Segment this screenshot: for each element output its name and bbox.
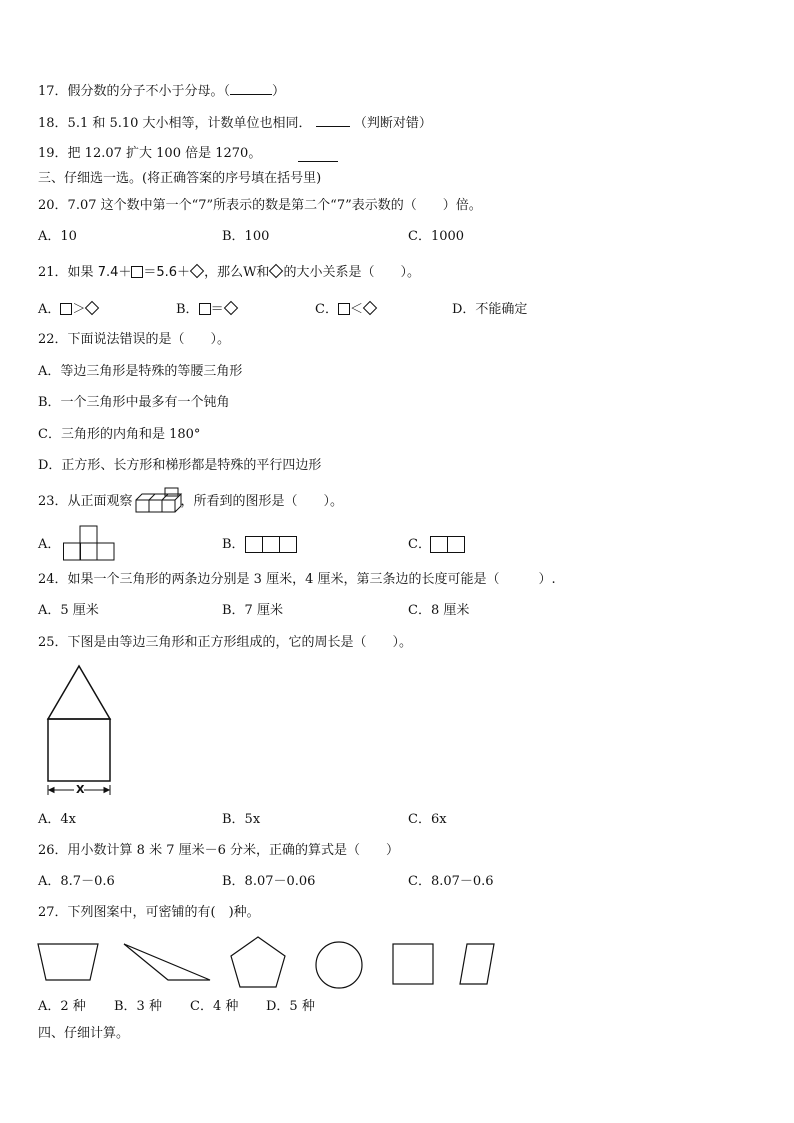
question-20-text: 20．7.07 这个数中第一个“7”所表示的数是第二个“7”表示数的（ ）倍。 xyxy=(38,198,482,213)
q23-option-a[interactable] xyxy=(38,536,60,554)
question-23-text: 23．从正面观察 xyxy=(38,494,133,509)
question-25-text: 25．下图是由等边三角形和正方形组成的，它的周长是（ ）。 xyxy=(38,635,413,650)
equation-part: ＝5.6＋ xyxy=(143,265,191,280)
option-label: B． xyxy=(222,537,245,552)
tessellation-shapes xyxy=(36,934,496,990)
q22-option-b[interactable] xyxy=(38,394,230,412)
square-icon xyxy=(393,944,433,984)
question-27 xyxy=(38,904,260,922)
answer-blank[interactable] xyxy=(230,82,272,95)
q20-option-a[interactable] xyxy=(38,228,77,246)
question-25 xyxy=(38,634,412,652)
circle-icon xyxy=(316,942,362,988)
square-icon xyxy=(131,266,143,278)
relation-symbol: ＜ xyxy=(349,302,363,317)
question-27-text: 27．下列图案中，可密铺的有( )种。 xyxy=(38,905,260,920)
question-26 xyxy=(38,842,399,860)
q22-option-d[interactable] xyxy=(38,457,321,475)
option-label: C．6x xyxy=(408,812,447,827)
cube-stack-figure xyxy=(135,490,185,514)
q26-option-b[interactable] xyxy=(222,873,315,891)
option-a-view-icon xyxy=(63,525,115,562)
relation-symbol: ＝ xyxy=(210,302,224,317)
option-label: B． xyxy=(176,302,199,317)
question-20 xyxy=(38,197,482,215)
q23-option-b[interactable] xyxy=(222,536,245,554)
q24-option-b[interactable] xyxy=(222,602,283,620)
q21-option-c[interactable] xyxy=(315,301,377,319)
q21-option-d[interactable] xyxy=(452,301,527,319)
question-18-text: 18．5.1 和 5.10 大小相等，计数单位也相同． xyxy=(38,116,312,131)
option-label: C． xyxy=(315,302,338,317)
option-label: B．7 厘米 xyxy=(222,603,283,618)
question-22-text: 22．下面说法错误的是（ ）。 xyxy=(38,332,231,347)
option-label: B．100 xyxy=(222,229,270,244)
option-c-view-icon xyxy=(430,536,466,553)
house-figure xyxy=(44,664,116,800)
question-24 xyxy=(38,571,556,589)
q21-option-b[interactable] xyxy=(176,301,238,319)
triangle-icon xyxy=(124,944,210,980)
section-4-heading xyxy=(38,1025,129,1043)
option-label: C．8 厘米 xyxy=(408,603,470,618)
option-label: A．8.7－0.6 xyxy=(38,874,115,889)
question-21-text: 21．如果 xyxy=(38,265,94,280)
option-label: B．5x xyxy=(222,812,261,827)
q22-option-c[interactable] xyxy=(38,426,200,444)
option-label: A．等边三角形是特殊的等腰三角形 xyxy=(38,364,243,379)
relation-symbol: ＞ xyxy=(72,302,86,317)
section-4-title: 四、仔细计算。 xyxy=(38,1026,130,1041)
diamond-icon xyxy=(269,264,283,278)
option-label: B．3 种 xyxy=(114,999,162,1014)
question-19 xyxy=(38,145,261,163)
option-label: D．5 种 xyxy=(266,999,315,1014)
diamond-icon xyxy=(190,264,204,278)
diamond-icon xyxy=(363,301,377,315)
option-b-view-icon xyxy=(245,536,298,553)
q27-option-a[interactable] xyxy=(38,998,86,1016)
pentagon-icon xyxy=(231,937,285,987)
option-label: C．1000 xyxy=(408,229,465,244)
q25-option-c[interactable] xyxy=(408,811,447,829)
answer-blank[interactable] xyxy=(316,114,350,127)
diamond-icon xyxy=(224,301,238,315)
side-length-label: X xyxy=(76,783,85,796)
question-18-suffix: （判断对错） xyxy=(353,116,432,131)
option-label: C．8.07－0.6 xyxy=(408,874,494,889)
question-17-close: ） xyxy=(272,84,286,99)
square-icon xyxy=(60,303,72,315)
q24-option-c[interactable] xyxy=(408,602,469,620)
question-18 xyxy=(38,114,432,133)
question-22 xyxy=(38,331,230,349)
question-24-text: 24．如果一个三角形的两条边分别是 3 厘米，4 厘米，第三条边的长度可能是（ ）. xyxy=(38,572,556,587)
trapezoid-icon xyxy=(38,944,98,980)
q21-option-a[interactable] xyxy=(38,301,99,319)
q26-option-c[interactable] xyxy=(408,873,494,891)
option-label: A． xyxy=(38,302,61,317)
option-label: C． xyxy=(408,537,431,552)
option-label: A．5 厘米 xyxy=(38,603,99,618)
q25-option-a[interactable] xyxy=(38,811,76,829)
question-21-end: 的大小关系是（ ）。 xyxy=(283,265,420,280)
option-label: D．正方形、长方形和梯形都是特殊的平行四边形 xyxy=(38,458,322,473)
section-3-heading xyxy=(38,170,321,188)
q25-option-b[interactable] xyxy=(222,811,260,829)
question-19-text: 19．把 12.07 扩大 100 倍是 1270。 xyxy=(38,146,262,161)
q27-option-c[interactable] xyxy=(190,998,238,1016)
q23-option-c[interactable] xyxy=(408,536,431,554)
section-3-title: 三、仔细选一选。(将正确答案的序号填在括号里) xyxy=(38,171,322,186)
square-icon xyxy=(338,303,350,315)
q27-option-d[interactable] xyxy=(266,998,315,1016)
q26-option-a[interactable] xyxy=(38,873,115,891)
question-23-suffix: ，所看到的图形是（ ）。 xyxy=(180,494,344,509)
option-label: A．2 种 xyxy=(38,999,86,1014)
question-17 xyxy=(38,82,285,101)
option-label: C．4 种 xyxy=(190,999,239,1014)
question-17-text: 17．假分数的分子不小于分母。（ xyxy=(38,84,231,99)
question-21 xyxy=(38,264,420,282)
option-label: A．4x xyxy=(38,812,76,827)
question-26-text: 26．用小数计算 8 米 7 厘米－6 分米，正确的算式是（ ） xyxy=(38,843,400,858)
option-label: C．三角形的内角和是 180° xyxy=(38,427,201,442)
answer-blank[interactable] xyxy=(298,149,338,162)
option-label: B．8.07－0.06 xyxy=(222,874,316,889)
option-label: B．一个三角形中最多有一个钝角 xyxy=(38,395,230,410)
q24-option-a[interactable] xyxy=(38,602,99,620)
question-23 xyxy=(38,493,343,511)
question-21-mid: ，那么W和 xyxy=(204,265,270,280)
equation-part: 7.4＋ xyxy=(97,265,132,280)
q20-option-c[interactable] xyxy=(408,228,464,246)
option-label: A． xyxy=(38,537,61,552)
q20-option-b[interactable] xyxy=(222,228,269,246)
square-icon xyxy=(199,303,211,315)
q22-option-a[interactable] xyxy=(38,363,242,381)
q27-option-b[interactable] xyxy=(114,998,162,1016)
diamond-icon xyxy=(85,301,99,315)
parallelogram-icon xyxy=(460,944,494,984)
option-label: A．10 xyxy=(38,229,77,244)
option-label: D．不能确定 xyxy=(452,302,528,317)
